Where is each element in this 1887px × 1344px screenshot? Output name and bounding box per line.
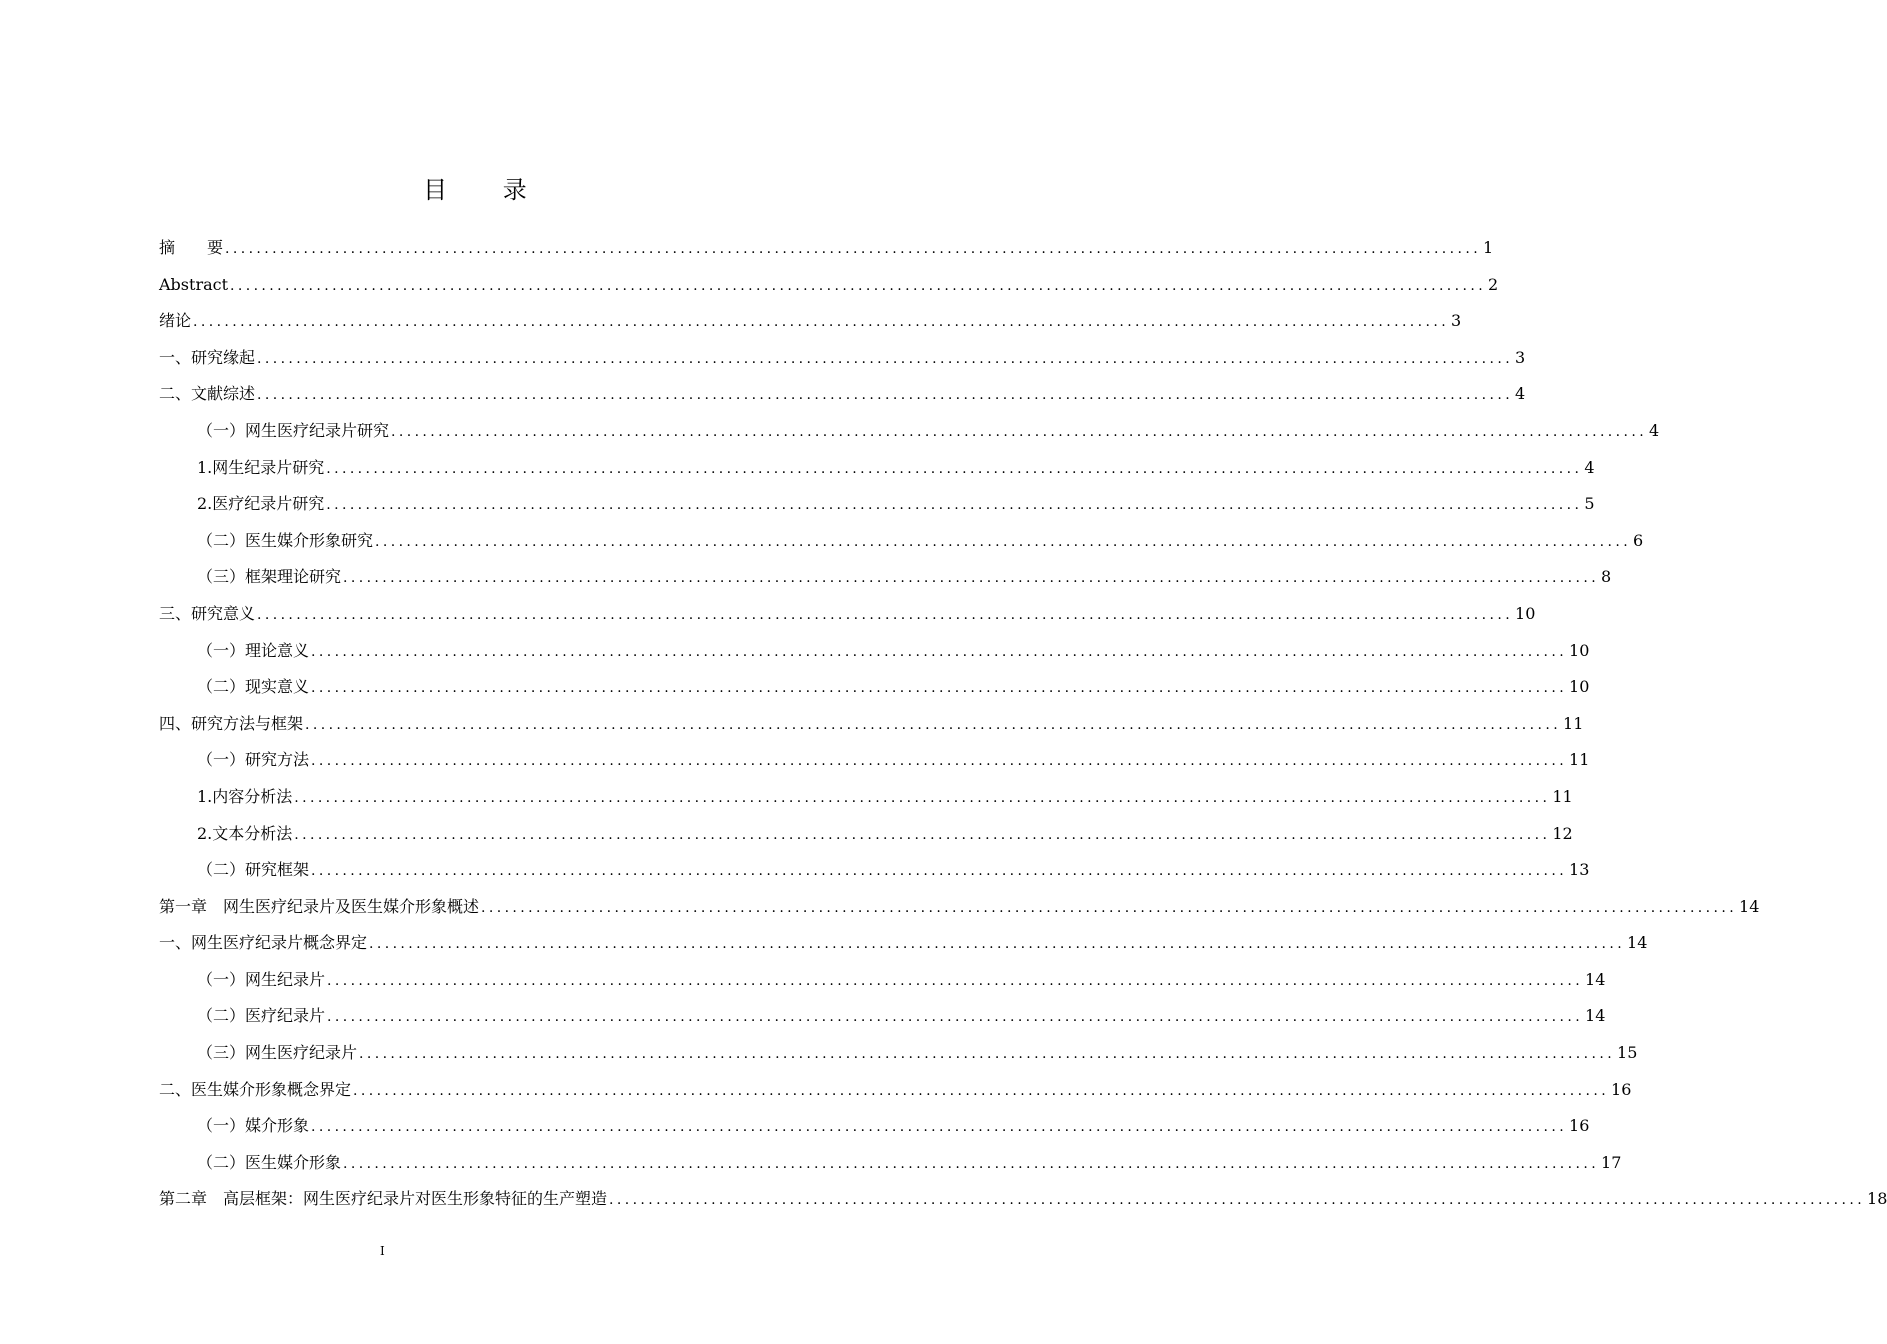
toc-entry-page-number: 11 xyxy=(1552,786,1573,806)
toc-entry[interactable] xyxy=(159,633,1590,670)
page-footer-number: I xyxy=(380,1244,385,1258)
toc-dot-leader: ................................................................................................................................................................ xyxy=(326,460,1583,477)
table-of-contents xyxy=(159,230,1887,1218)
toc-entry[interactable] xyxy=(159,340,1526,377)
toc-entry-label: （二）研究框架 xyxy=(197,860,310,880)
toc-entry-label: （一）网生医疗纪录片研究 xyxy=(197,420,390,440)
toc-entry[interactable] xyxy=(159,706,1584,743)
toc-entry-label: 2.医疗纪录片研究 xyxy=(197,494,325,514)
toc-entry[interactable] xyxy=(159,596,1536,633)
toc-entry-label: 摘 要 xyxy=(159,238,224,257)
toc-entry[interactable] xyxy=(159,998,1606,1035)
toc-entry-label: （二）医疗纪录片 xyxy=(197,1006,326,1026)
toc-entry-label: 二、医生媒介形象概念界定 xyxy=(159,1079,352,1099)
toc-entry-page-number: 10 xyxy=(1569,640,1590,660)
toc-entry-page-number: 6 xyxy=(1633,530,1644,550)
toc-dot-leader: ................................................................................................................................................................ xyxy=(311,753,1568,770)
toc-entry-page-number: 14 xyxy=(1585,969,1606,989)
toc-entry-label: （一）理论意义 xyxy=(197,640,310,660)
toc-entry[interactable] xyxy=(159,523,1644,560)
toc-entry-page-number: 14 xyxy=(1627,933,1648,953)
toc-entry-label: 1.内容分析法 xyxy=(197,786,293,806)
toc-entry-page-number: 11 xyxy=(1569,750,1590,770)
toc-entry-page-number: 2 xyxy=(1488,274,1499,294)
toc-entry-label: 第二章 高层框架：网生医疗纪录片对医生形象特征的生产塑造 xyxy=(159,1189,608,1209)
toc-dot-leader: ................................................................................................................................................................ xyxy=(311,863,1568,880)
toc-entry-page-number: 10 xyxy=(1569,677,1590,697)
toc-entry-page-number: 17 xyxy=(1601,1152,1622,1172)
toc-dot-leader: ................................................................................................................................................................ xyxy=(327,1009,1584,1026)
toc-entry[interactable] xyxy=(159,559,1612,596)
toc-dot-leader: ................................................................................................................................................................ xyxy=(369,936,1626,953)
toc-entry-page-number: 3 xyxy=(1451,311,1462,331)
toc-dot-leader: ................................................................................................................................................................ xyxy=(193,314,1450,331)
toc-entry-label: 四、研究方法与框架 xyxy=(159,713,304,733)
toc-dot-leader: ................................................................................................................................................................ xyxy=(359,1046,1616,1063)
toc-entry-label: （二）医生媒介形象研究 xyxy=(197,530,374,550)
toc-entry[interactable] xyxy=(159,852,1590,889)
toc-dot-leader: ................................................................................................................................................................ xyxy=(353,1082,1610,1099)
toc-entry[interactable] xyxy=(159,486,1595,523)
toc-entry[interactable] xyxy=(159,1181,1887,1218)
toc-entry-page-number: 16 xyxy=(1611,1079,1632,1099)
toc-entry[interactable] xyxy=(159,1108,1590,1145)
toc-entry-page-number: 14 xyxy=(1585,1006,1606,1026)
toc-dot-leader: ................................................................................................................................................................ xyxy=(326,497,1583,514)
toc-entry-label: （一）媒介形象 xyxy=(197,1116,310,1136)
toc-dot-leader: ................................................................................................................................................................ xyxy=(225,241,1482,257)
toc-entry-label: 绪论 xyxy=(159,311,192,331)
toc-entry-label: （三）网生医疗纪录片 xyxy=(197,1043,358,1063)
toc-dot-leader: ................................................................................................................................................................ xyxy=(257,387,1514,404)
toc-entry[interactable] xyxy=(159,1145,1622,1182)
toc-entry-page-number: 5 xyxy=(1584,494,1595,514)
toc-entry-page-number: 4 xyxy=(1649,420,1660,440)
toc-dot-leader: ................................................................................................................................................................ xyxy=(257,606,1514,623)
toc-entry-page-number: 16 xyxy=(1569,1116,1590,1136)
toc-entry-page-number: 10 xyxy=(1515,603,1536,623)
toc-entry-page-number: 3 xyxy=(1515,347,1526,367)
toc-entry[interactable] xyxy=(159,669,1590,706)
toc-entry-label: Abstract xyxy=(159,274,229,294)
toc-dot-leader: ................................................................................................................................................................ xyxy=(343,570,1600,587)
page-title: 目 录 xyxy=(423,176,551,204)
toc-entry-page-number: 14 xyxy=(1739,896,1760,916)
toc-dot-leader: ................................................................................................................................................................ xyxy=(230,277,1487,294)
toc-dot-leader: ................................................................................................................................................................ xyxy=(609,1192,1866,1209)
toc-dot-leader: ................................................................................................................................................................ xyxy=(305,716,1562,733)
toc-entry[interactable] xyxy=(159,1072,1632,1109)
toc-dot-leader: ................................................................................................................................................................ xyxy=(311,1119,1568,1136)
toc-entry-page-number: 18 xyxy=(1867,1189,1887,1209)
toc-entry[interactable] xyxy=(159,376,1526,413)
toc-entry-label: 二、文献综述 xyxy=(159,384,256,404)
toc-dot-leader: ................................................................................................................................................................ xyxy=(257,350,1514,367)
toc-entry-page-number: 4 xyxy=(1515,384,1526,404)
toc-entry[interactable] xyxy=(159,267,1499,304)
toc-entry-page-number: 1 xyxy=(1483,238,1494,257)
toc-entry-label: 三、研究意义 xyxy=(159,603,256,623)
toc-dot-leader: ................................................................................................................................................................ xyxy=(343,1155,1600,1172)
toc-entry-label: 第一章 网生医疗纪录片及医生媒介形象概述 xyxy=(159,896,480,916)
toc-entry-label: 1.网生纪录片研究 xyxy=(197,457,325,477)
toc-entry-label: （三）框架理论研究 xyxy=(197,567,342,587)
toc-entry-label: 一、网生医疗纪录片概念界定 xyxy=(159,933,368,953)
toc-entry[interactable] xyxy=(159,303,1462,340)
toc-dot-leader: ................................................................................................................................................................ xyxy=(391,423,1648,440)
toc-dot-leader: ................................................................................................................................................................ xyxy=(481,899,1738,916)
toc-entry-label: （二）医生媒介形象 xyxy=(197,1152,342,1172)
toc-entry-label: （二）现实意义 xyxy=(197,677,310,697)
toc-entry[interactable] xyxy=(159,450,1595,487)
toc-entry[interactable] xyxy=(159,742,1590,779)
toc-entry[interactable] xyxy=(159,779,1573,816)
toc-dot-leader: ................................................................................................................................................................ xyxy=(294,826,1551,843)
toc-entry[interactable] xyxy=(159,1035,1638,1072)
toc-entry-page-number: 4 xyxy=(1584,457,1595,477)
toc-dot-leader: ................................................................................................................................................................ xyxy=(375,533,1632,550)
toc-entry[interactable] xyxy=(159,962,1606,999)
toc-entry[interactable] xyxy=(159,230,1494,267)
toc-entry-page-number: 11 xyxy=(1563,713,1584,733)
toc-dot-leader: ................................................................................................................................................................ xyxy=(311,643,1568,660)
toc-dot-leader: ................................................................................................................................................................ xyxy=(294,789,1551,806)
toc-dot-leader: ................................................................................................................................................................ xyxy=(311,680,1568,697)
toc-entry-label: 一、研究缘起 xyxy=(159,347,256,367)
toc-entry-label: （一）研究方法 xyxy=(197,750,310,770)
toc-entry[interactable] xyxy=(159,889,1760,926)
toc-entry-page-number: 13 xyxy=(1569,860,1590,880)
toc-entry[interactable] xyxy=(159,413,1660,450)
toc-entry-page-number: 12 xyxy=(1552,823,1573,843)
toc-entry-page-number: 8 xyxy=(1601,567,1612,587)
toc-entry-label: 2.文本分析法 xyxy=(197,823,293,843)
toc-entry[interactable] xyxy=(159,925,1648,962)
toc-dot-leader: ................................................................................................................................................................ xyxy=(327,972,1584,989)
toc-entry-page-number: 15 xyxy=(1617,1043,1638,1063)
toc-entry[interactable] xyxy=(159,816,1573,853)
toc-entry-label: （一）网生纪录片 xyxy=(197,969,326,989)
